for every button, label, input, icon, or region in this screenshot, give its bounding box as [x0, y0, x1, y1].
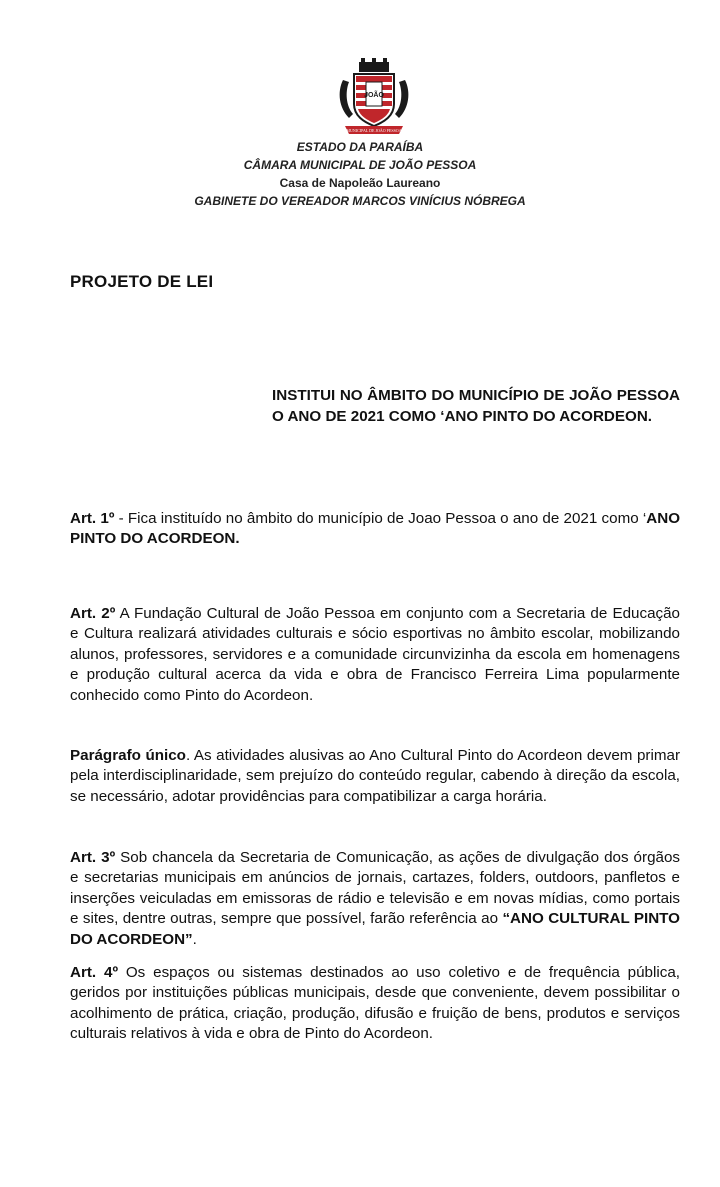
svg-text:MUNICIPAL DE JOÃO PESSOA: MUNICIPAL DE JOÃO PESSOA — [346, 128, 402, 133]
article-3 — [70, 848, 680, 950]
article-1-label: Art. 1º — [70, 510, 115, 527]
article-2-label: Art. 2º — [70, 605, 116, 622]
paragrafo-text: . As atividades alusivas ao Ano Cultural Pinto do Acordeon devem primar pela interdisciplinaridade, sem prejuízo do conteúdo regular, cabendo à direção da escola, se necessário, adotar providências para compatibilizar a carga horária. — [70, 747, 680, 805]
header-house: Casa de Napoleão Laureano — [279, 176, 441, 190]
article-3-bold: “ANO CULTURAL PINTO DO ACORDEON” — [70, 910, 680, 948]
article-4-label: Art. 4º — [70, 964, 119, 981]
article-4 — [70, 963, 680, 1045]
article-3-text: Sob chancela da Secretaria de Comunicação, as ações de divulgação dos órgãos e secretarias municipais em anúncios de jornais, cartazes, folders, outdoors, panfletos e inserções veiculadas em emissoras de rádio e televisão e em novas mídias, como portais e sites, dentre outras, sempre que possível, farão referência ao — [70, 849, 680, 928]
letterhead — [0, 138, 720, 210]
document-title: PROJETO DE LEI — [70, 272, 214, 291]
paragrafo-unico — [70, 746, 680, 807]
article-3-tail: . — [192, 930, 197, 948]
article-2-text: A Fundação Cultural de João Pessoa em conjunto com a Secretaria de Educação e Cultura realizará atividades culturais e sócio esportivas no âmbito escolar, mobilizando alunos, professores, servidores e a comunidade circunvizinha da escola em homenagens e produção cultural acerca da vida e obra de Francisco Ferreira Lima popularmente conhecido como Pinto do Acordeon. — [70, 605, 680, 704]
ementa: INSTITUI NO ÂMBITO DO MUNICÍPIO DE JOÃO PESSOA O ANO DE 2021 COMO ‘ANO PINTO DO ACORDEON. — [272, 387, 680, 425]
header-office: GABINETE DO VEREADOR MARCOS VINÍCIUS NÓBREGA — [194, 194, 526, 208]
coat-of-arms-logo — [337, 58, 411, 136]
header-chamber: CÂMARA MUNICIPAL DE JOÃO PESSOA — [243, 158, 477, 172]
article-1-text: - Fica instituído no âmbito do município de Joao Pessoa o ano de 2021 como ‘ — [114, 510, 647, 527]
article-4-text: Os espaços ou sistemas destinados ao uso coletivo e de frequência pública, geridos por instituições públicas municipais, desde que conveniente, devem possibilitar o acolhimento de prática, criação, produção, difusão e fruição de bens, produtos e serviços culturais relativos à vida e obra de Pinto do Acordeon. — [70, 964, 681, 1043]
paragrafo-label: Parágrafo único — [70, 747, 186, 764]
svg-text:JOÃO: JOÃO — [364, 92, 384, 99]
article-1-bold: ANO PINTO DO ACORDEON. — [70, 510, 681, 548]
article-1 — [70, 509, 680, 550]
article-3-label: Art. 3º — [70, 849, 116, 866]
header-state: ESTADO DA PARAÍBA — [296, 140, 424, 154]
article-2 — [70, 604, 680, 706]
